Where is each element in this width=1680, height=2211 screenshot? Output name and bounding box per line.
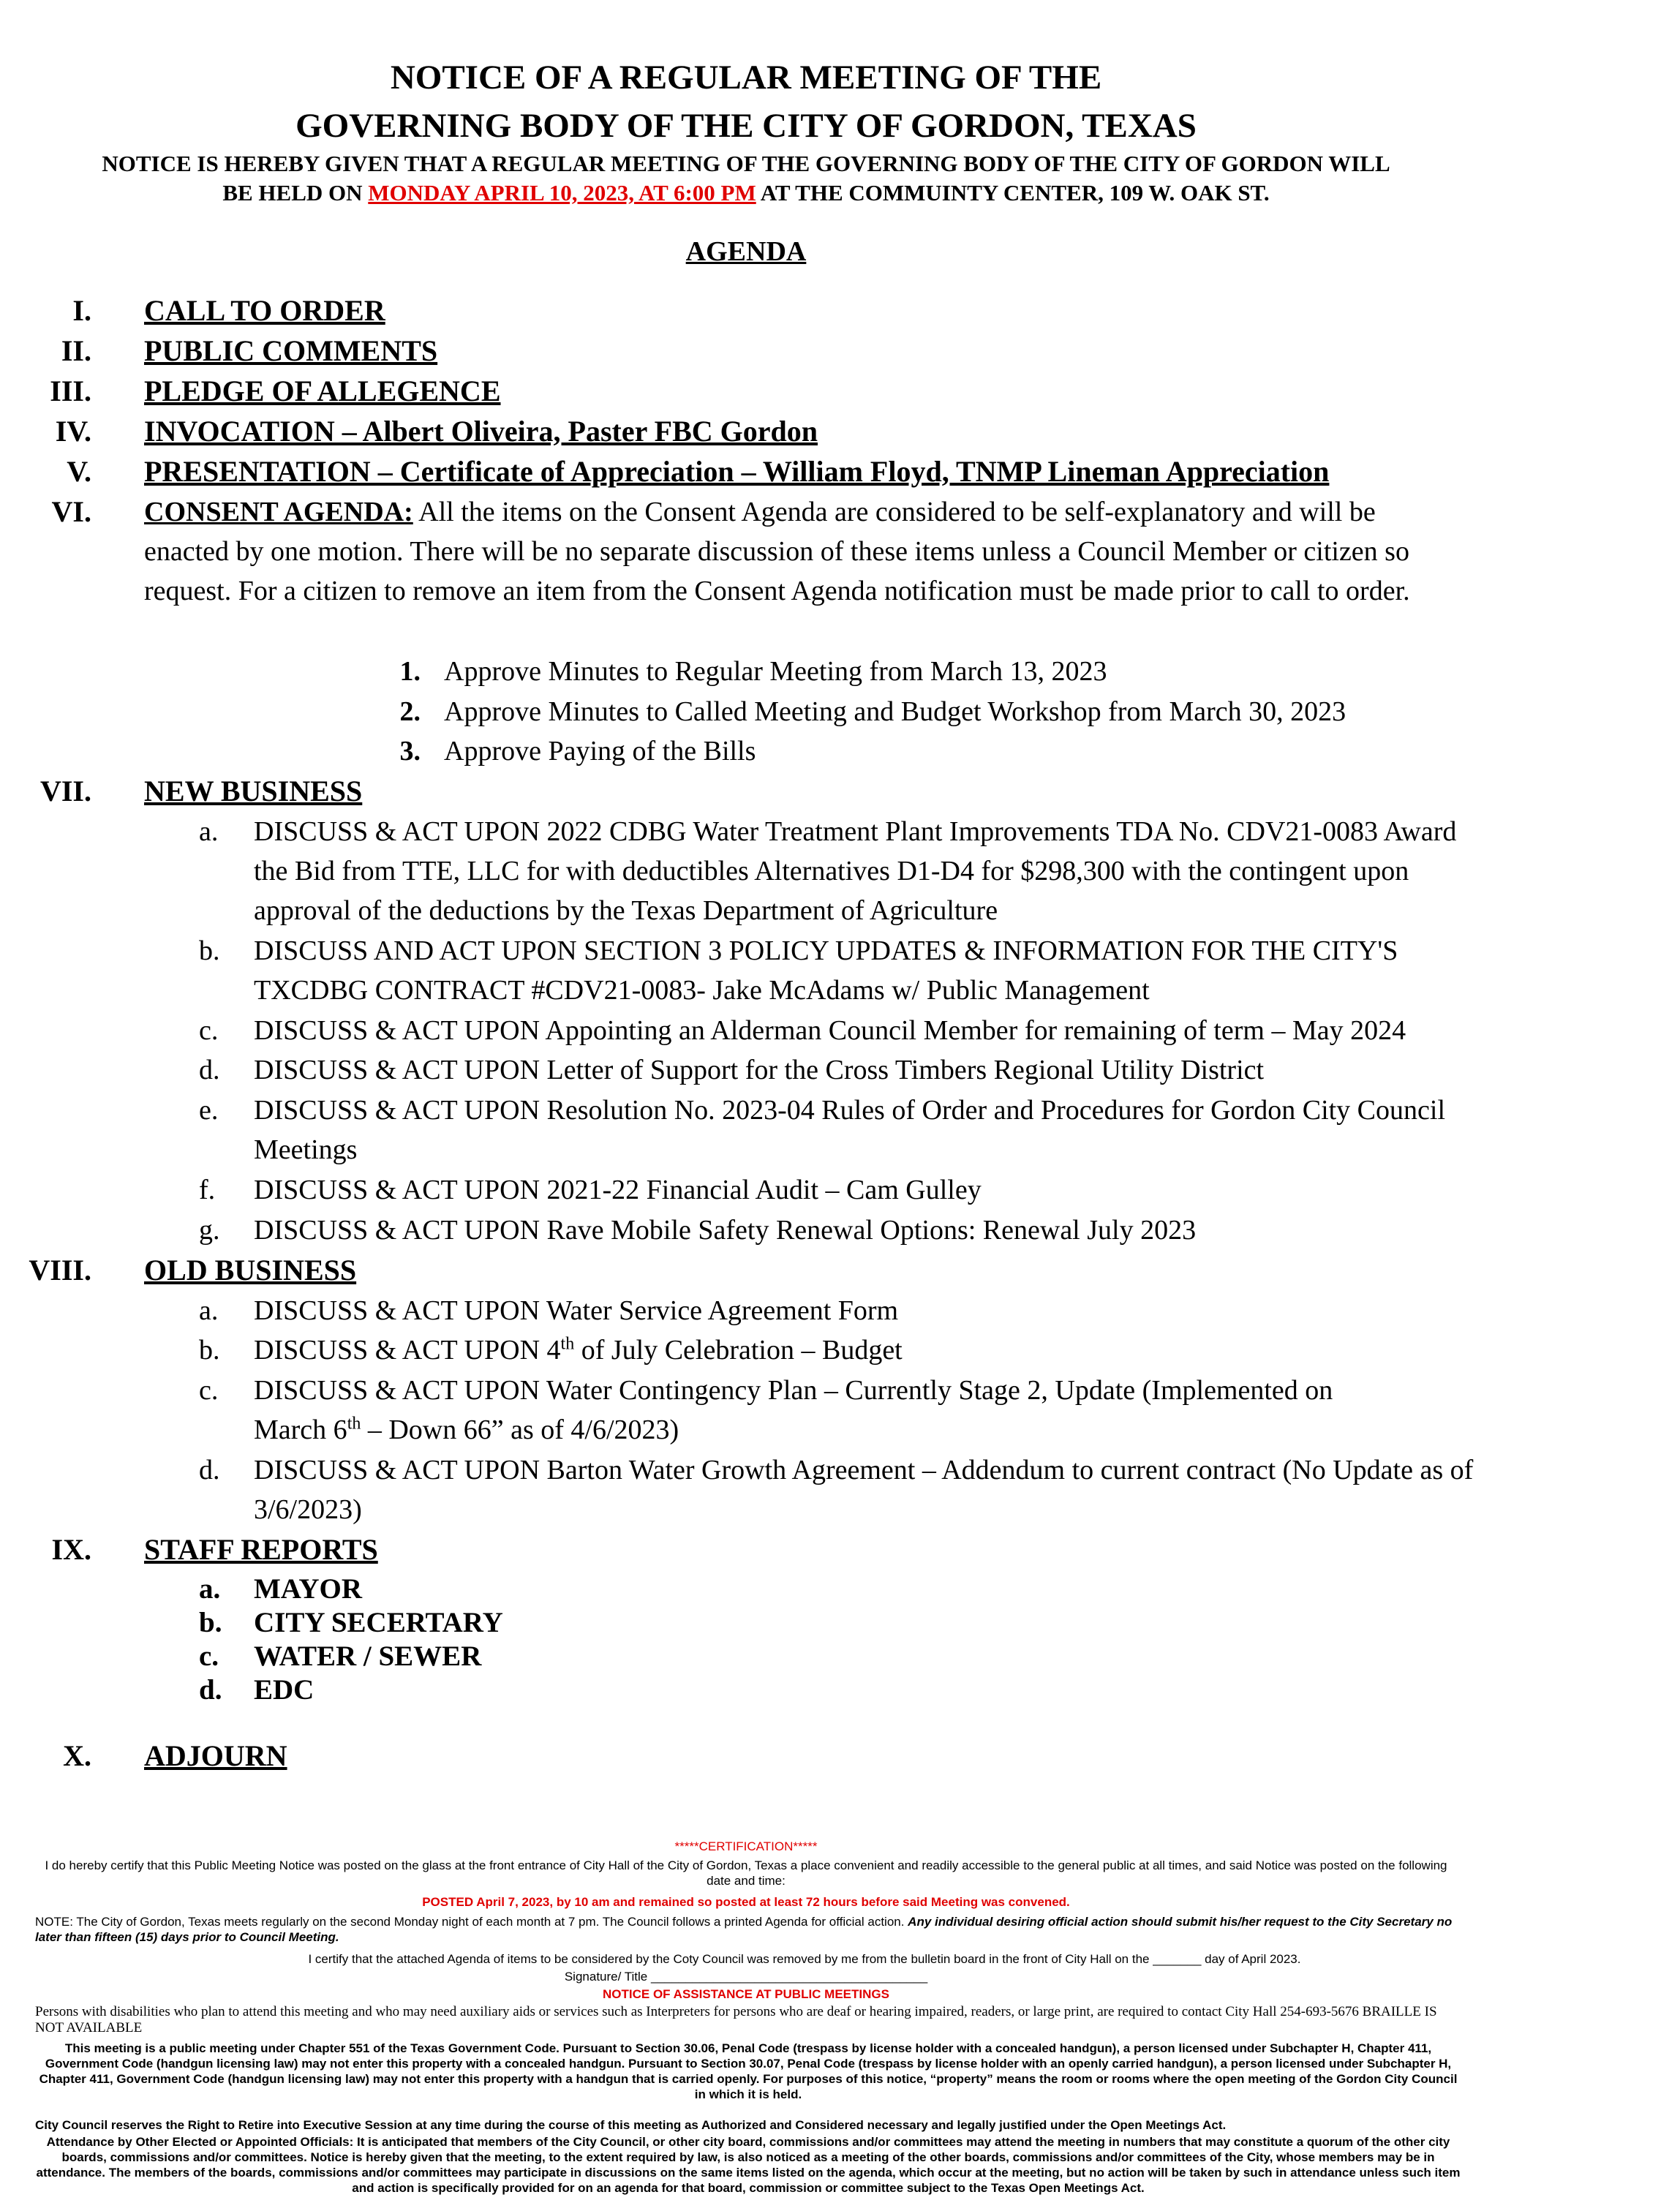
notice-suffix: AT THE COMMUINTY CENTER, 109 W. OAK ST. [756,180,1270,206]
item-text: DISCUSS & ACT UPON Resolution No. 2023-04 Rules of Order and Procedures for Gordon City Council Meetings [254,1095,1446,1165]
notice-line2 [0,178,1492,208]
meeting-note [35,1914,1461,1945]
chapter-551-notice: This meeting is a public meeting under Chapter 551 of the Texas Government Code. Pursuant to Section 30.06, Penal Code (trespass by license holder with a concealed handgun), a person licensed under Subchapter H, Chapter 411, Government Code (handgun licensing law) may not enter this property with a concealed handgun. Pursuant to Section 30.07, Penal Code (trespass by license holder with an openly carried handgun), a person licensed under Subchapter H, Chapter 411, Government Code (handgun licensing law) may not enter this property with a handgun that is carried openly. For purposes of this notice, “property” means the room or rooms where the open meeting of the Gordon City Council in which it is held. [39,2041,1458,2101]
ordinal-suffix: th [560,1334,575,1354]
item-text-end: of July Celebration – Budget [574,1335,903,1366]
item-text [254,1371,1483,1450]
item-text: DISCUSS & ACT UPON Appointing an Alderman Council Member for remaining of term – May 2024 [254,1015,1406,1046]
section-number: X. [63,1739,91,1772]
old-business-item [0,1291,1680,1330]
section-title: CALL TO ORDER [144,294,385,327]
staff-report-item [0,1673,1680,1707]
item-text: MAYOR [254,1573,363,1605]
posted-notice: POSTED April 7, 2023, by 10 am and remained so posted at least 72 hours before said Meeting was convened. [422,1895,1070,1909]
section-title: ADJOURN [144,1739,287,1772]
agenda-section-v [0,452,1680,491]
agenda-heading: AGENDA [685,236,807,267]
section-title: OLD BUSINESS [144,1254,357,1287]
section-title: NEW BUSINESS [144,775,363,807]
removal-certification: I certify that the attached Agenda of items to be considered by the Coty Council was removed by me from the bulletin board in the front of City Hall on the _______ day of April 2023. [308,1952,1301,1966]
certification-heading: *****CERTIFICATION***** [674,1839,818,1853]
consent-agenda-text [144,492,1461,611]
section-number: III. [50,374,91,407]
consent-item [391,692,1488,731]
new-business-item [0,812,1680,930]
staff-report-item [0,1572,1680,1606]
certification-text: I do hereby certify that this Public Meeting Notice was posted on the glass at the front entrance of City Hall of the City of Gordon, Texas a place convenient and readily accessible to the general public at all times, and said Notice was posted on the following date and time: [45,1858,1447,1888]
item-text: WATER / SEWER [254,1641,482,1672]
notice-prefix: BE HELD ON [222,180,369,206]
assistance-heading: NOTICE OF ASSISTANCE AT PUBLIC MEETINGS [603,1987,889,2001]
agenda-section-x [0,1736,1680,1776]
item-text: Approve Minutes to Regular Meeting from March 13, 2023 [444,656,1107,687]
document-title-line2: GOVERNING BODY OF THE CITY OF GORDON, TEXAS [295,107,1197,145]
new-business-item [0,1091,1680,1169]
item-text-end: – Down 66” as of 4/6/2023) [361,1415,679,1445]
staff-report-item [0,1606,1680,1640]
item-text: DISCUSS & ACT UPON 2022 CDBG Water Treatment Plant Improvements TDA No. CDV21-0083 Award the Bid from TTE, LLC for with deductibles Alternatives D1-D4 for $298,300 with the contingent upon approval of the deductions by the Texas Department of Agriculture [254,816,1457,926]
item-letter: f. [199,1175,216,1205]
item-text: Approve Paying of the Bills [444,736,756,766]
item-text: DISCUSS & ACT UPON Water Service Agreement Form [254,1295,899,1326]
section-title: STAFF REPORTS [144,1533,378,1566]
item-text-line1: DISCUSS & ACT UPON Water Contingency Plan – Currently Stage 2, Update (Implemented on [254,1375,1333,1406]
agenda-section-i [0,291,1680,331]
section-title: PUBLIC COMMENTS [144,334,438,367]
item-letter: b. [199,935,220,966]
attendance-notice: Attendance by Other Elected or Appointed Officials: It is anticipated that members of the City Council, or other city board, commissions and/or committees may attend the meeting in numbers that may constitute a quorum of the other city boards, commissions and/or committees. Notice is hereby given that the meeting, to the extent required by law, is also noticed as a meeting of the other boards, commissions and/or committees of the City, whose members may be in attendance. The members of the boards, commissions and/or committees may participate in discussions on the same items listed on the agenda, which occur at the meeting, but no action will be taken by such in attendance unless such item and action is specifically provided for on an agenda for that board, commission or committee subject to the Texas Open Meetings Act. [36,2135,1461,2195]
section-title: PRESENTATION – Certificate of Appreciation – William Floyd, TNMP Lineman Appreciation [144,455,1330,488]
item-letter: c. [199,1641,219,1672]
item-letter: d. [199,1674,222,1706]
item-text [254,1330,1483,1370]
executive-session-notice: City Council reserves the Right to Retire into Executive Session at any time during the course of this meeting as Authorized and Considered necessary and legally justified under the Open Meetings Act. [35,2118,1227,2132]
section-number: VI. [51,495,91,528]
agenda-section-ii [0,331,1680,371]
consent-item [391,652,1488,691]
notice-line1: NOTICE IS HEREBY GIVEN THAT A REGULAR MEETING OF THE GOVERNING BODY OF THE CITY OF GORDON WILL [102,151,1390,176]
item-letter: c. [199,1375,219,1406]
section-number: VIII. [29,1254,91,1287]
section-number: V. [67,455,91,488]
item-letter: d. [199,1055,220,1085]
agenda-section-iv [0,412,1680,451]
agenda-section-ix [0,1530,1680,1570]
agenda-section-vii [0,772,1680,811]
assistance-text: Persons with disabilities who plan to attend this meeting and who may need auxiliary aids or services such as Interpreters for persons who are deaf or hearing impaired, readers, or large print, are required to contact City Hall 254-693-5676 BRAILLE IS NOT AVAILABLE [35,2004,1437,2035]
item-text-start: March 6 [254,1415,347,1445]
old-business-item [0,1330,1680,1370]
item-letter: g. [199,1215,220,1246]
consent-agenda-description: All the items on the Consent Agenda are considered to be self-explanatory and will be enacted by one motion. There will be no separate discussion of these items unless a Council Member or citizen so request. For a citizen to remove an item from the Consent Agenda notification must be made prior to call to order. [144,497,1410,606]
item-text: CITY SECERTARY [254,1607,503,1638]
note-text: NOTE: The City of Gordon, Texas meets regularly on the second Monday night of each month at 7 pm. The Council follows a printed Agenda for official action. [35,1915,908,1929]
item-text: DISCUSS & ACT UPON Barton Water Growth Agreement – Addendum to current contract (No Update as of 3/6/2023) [254,1455,1474,1525]
document-title-line1: NOTICE OF A REGULAR MEETING OF THE [390,59,1102,97]
section-number: I. [72,294,91,327]
item-letter: d. [199,1455,220,1485]
new-business-item [0,931,1680,1010]
item-letter: b. [199,1335,220,1366]
new-business-item [0,1210,1680,1250]
new-business-item [0,1170,1680,1210]
item-number: 3. [399,736,421,766]
new-business-item [0,1011,1680,1050]
signature-line: Signature/ Title ________________________________________ [564,1970,928,1984]
item-text: Approve Minutes to Called Meeting and Budget Workshop from March 30, 2023 [444,696,1346,727]
agenda-section-iii [0,372,1680,411]
item-letter: c. [199,1015,219,1046]
old-business-item [0,1450,1680,1529]
section-number: IV. [55,415,91,448]
section-number: II. [61,334,91,367]
item-number: 2. [399,696,421,727]
section-number: VII. [39,775,91,807]
section-title: INVOCATION – Albert Oliveira, Paster FBC Gordon [144,415,818,448]
item-letter: e. [199,1095,219,1126]
item-text: EDC [254,1674,314,1706]
item-text-start: DISCUSS & ACT UPON 4 [254,1335,561,1366]
staff-report-item [0,1640,1680,1673]
item-text: DISCUSS & ACT UPON Letter of Support for the Cross Timbers Regional Utility District [254,1055,1265,1085]
note-emphasis: Any individual desiring official action should submit his/her request to the City Secretary no later than fifteen (15) days prior to Council Meeting. [35,1915,1453,1944]
section-title: PLEDGE OF ALLEGENCE [144,374,501,407]
old-business-item [0,1371,1680,1450]
item-text: DISCUSS AND ACT UPON SECTION 3 POLICY UPDATES & INFORMATION FOR THE CITY'S TXCDBG CONTRACT #CDV21-0083- Jake McAdams w/ Public Management [254,935,1398,1006]
new-business-item [0,1050,1680,1090]
item-letter: a. [199,1573,221,1605]
item-number: 1. [399,656,421,687]
section-number: IX. [51,1533,91,1566]
ordinal-suffix: th [347,1414,361,1434]
meeting-date: MONDAY APRIL 10, 2023, AT 6:00 PM [368,180,756,206]
item-letter: b. [199,1607,222,1638]
agenda-section-viii [0,1251,1680,1290]
item-letter: a. [199,1295,219,1326]
item-text: DISCUSS & ACT UPON 2021-22 Financial Audit – Cam Gulley [254,1175,982,1205]
item-text: DISCUSS & ACT UPON Rave Mobile Safety Renewal Options: Renewal July 2023 [254,1215,1197,1246]
item-letter: a. [199,816,219,847]
section-title: CONSENT AGENDA: [144,497,413,527]
consent-item [391,731,1488,771]
